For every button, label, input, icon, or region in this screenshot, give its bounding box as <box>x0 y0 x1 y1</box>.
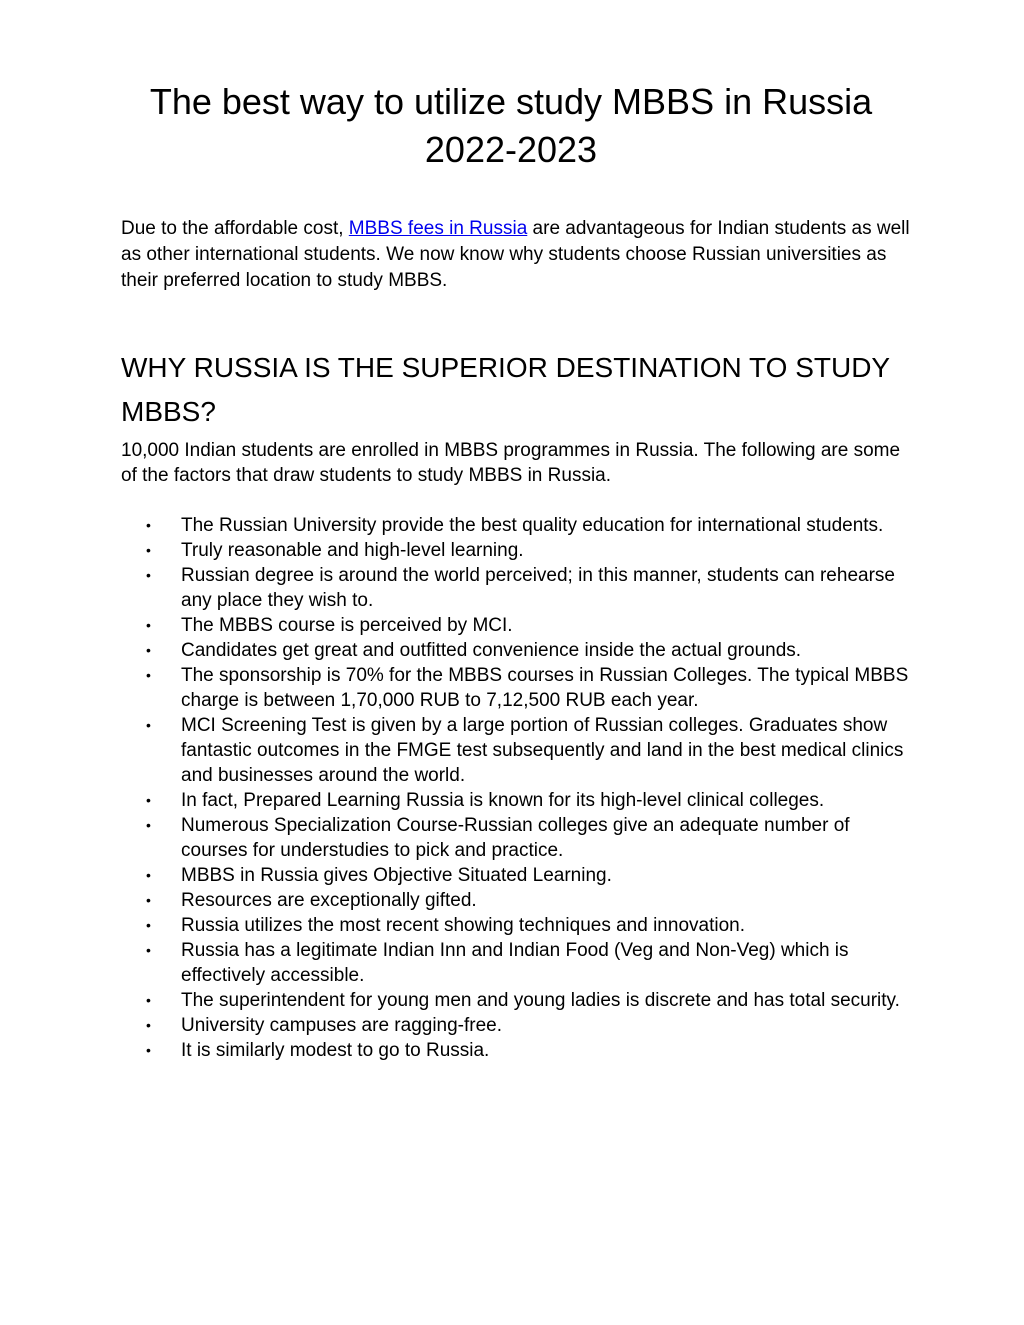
list-item-text: Resources are exceptionally gifted. <box>181 890 477 911</box>
list-item <box>146 888 911 913</box>
bullet-icon: • <box>146 542 151 558</box>
intro-paragraph <box>121 216 911 294</box>
bullet-icon: • <box>146 992 151 1008</box>
section-heading: WHY RUSSIA IS THE SUPERIOR DESTINATION TO STUDY MBBS? <box>121 352 890 427</box>
mbbs-fees-link[interactable]: MBBS fees in Russia <box>348 218 528 239</box>
bullet-icon: • <box>146 867 151 883</box>
bullet-icon: • <box>146 517 151 533</box>
intro-text-after-link: are advantageous for Indian students as well as other international students. We now know why students choose Russian universities as their preferred location to study MBBS. <box>121 218 910 291</box>
section-lead-paragraph: 10,000 Indian students are enrolled in MBBS programmes in Russia. The following are some of the factors that draw students to study MBBS in Russia. <box>121 440 901 486</box>
bullet-icon: • <box>146 1042 151 1058</box>
list-item-text: The superintendent for young men and young ladies is discrete and has total security. <box>181 990 900 1011</box>
list-item <box>146 713 911 788</box>
list-item <box>146 1038 911 1063</box>
list-item <box>146 638 911 663</box>
bullet-icon: • <box>146 892 151 908</box>
bullet-icon: • <box>146 617 151 633</box>
list-item <box>146 613 911 638</box>
list-item-text: Candidates get great and outfitted convenience inside the actual grounds. <box>181 640 802 661</box>
list-item <box>146 988 911 1013</box>
list-item-text: It is similarly modest to go to Russia. <box>181 1040 490 1061</box>
list-item <box>146 913 911 938</box>
list-item <box>146 938 911 988</box>
list-item-text: The MBBS course is perceived by MCI. <box>181 615 513 636</box>
bullet-icon: • <box>146 792 151 808</box>
list-item-text: In fact, Prepared Learning Russia is known for its high-level clinical colleges. <box>181 790 825 811</box>
list-item-text: Numerous Specialization Course-Russian colleges give an adequate number of courses for understudies to pick and practice. <box>181 815 850 861</box>
list-item-text: Russia has a legitimate Indian Inn and Indian Food (Veg and Non-Veg) which is effectively accessible. <box>181 940 849 986</box>
list-item <box>146 1013 911 1038</box>
list-item-text: Russian degree is around the world perceived; in this manner, students can rehearse any place they wish to. <box>181 565 895 611</box>
list-item-text: The Russian University provide the best quality education for international students. <box>181 515 884 536</box>
bullet-icon: • <box>146 567 151 583</box>
list-item <box>146 813 911 863</box>
list-item-text: MBBS in Russia gives Objective Situated Learning. <box>181 865 612 886</box>
bullet-icon: • <box>146 667 151 683</box>
list-item <box>146 563 911 613</box>
bullet-icon: • <box>146 917 151 933</box>
list-item-text: Truly reasonable and high-level learning. <box>181 540 524 561</box>
list-item-text: The sponsorship is 70% for the MBBS courses in Russian Colleges. The typical MBBS charge is between 1,70,000 RUB to 7,12,500 RUB each year. <box>181 665 909 711</box>
list-item <box>146 538 911 563</box>
bullet-icon: • <box>146 1017 151 1033</box>
list-item-text: MCI Screening Test is given by a large portion of Russian colleges. Graduates show fantastic outcomes in the FMGE test subsequently and land in the best medical clinics and businesses around the world. <box>181 715 904 786</box>
list-item <box>146 513 911 538</box>
document-page <box>121 0 911 1063</box>
list-item <box>146 788 911 813</box>
list-item-text: Russia utilizes the most recent showing techniques and innovation. <box>181 915 745 936</box>
page-title: The best way to utilize study MBBS in Russia 2022-2023 <box>149 81 873 170</box>
bullet-icon: • <box>146 817 151 833</box>
intro-text-before-link: Due to the affordable cost, <box>121 218 349 239</box>
bullet-icon: • <box>146 642 151 658</box>
list-item <box>146 863 911 888</box>
bullet-icon: • <box>146 717 151 733</box>
reasons-list <box>121 513 911 1063</box>
list-item <box>146 663 911 713</box>
list-item-text: University campuses are ragging-free. <box>181 1015 503 1036</box>
bullet-icon: • <box>146 942 151 958</box>
